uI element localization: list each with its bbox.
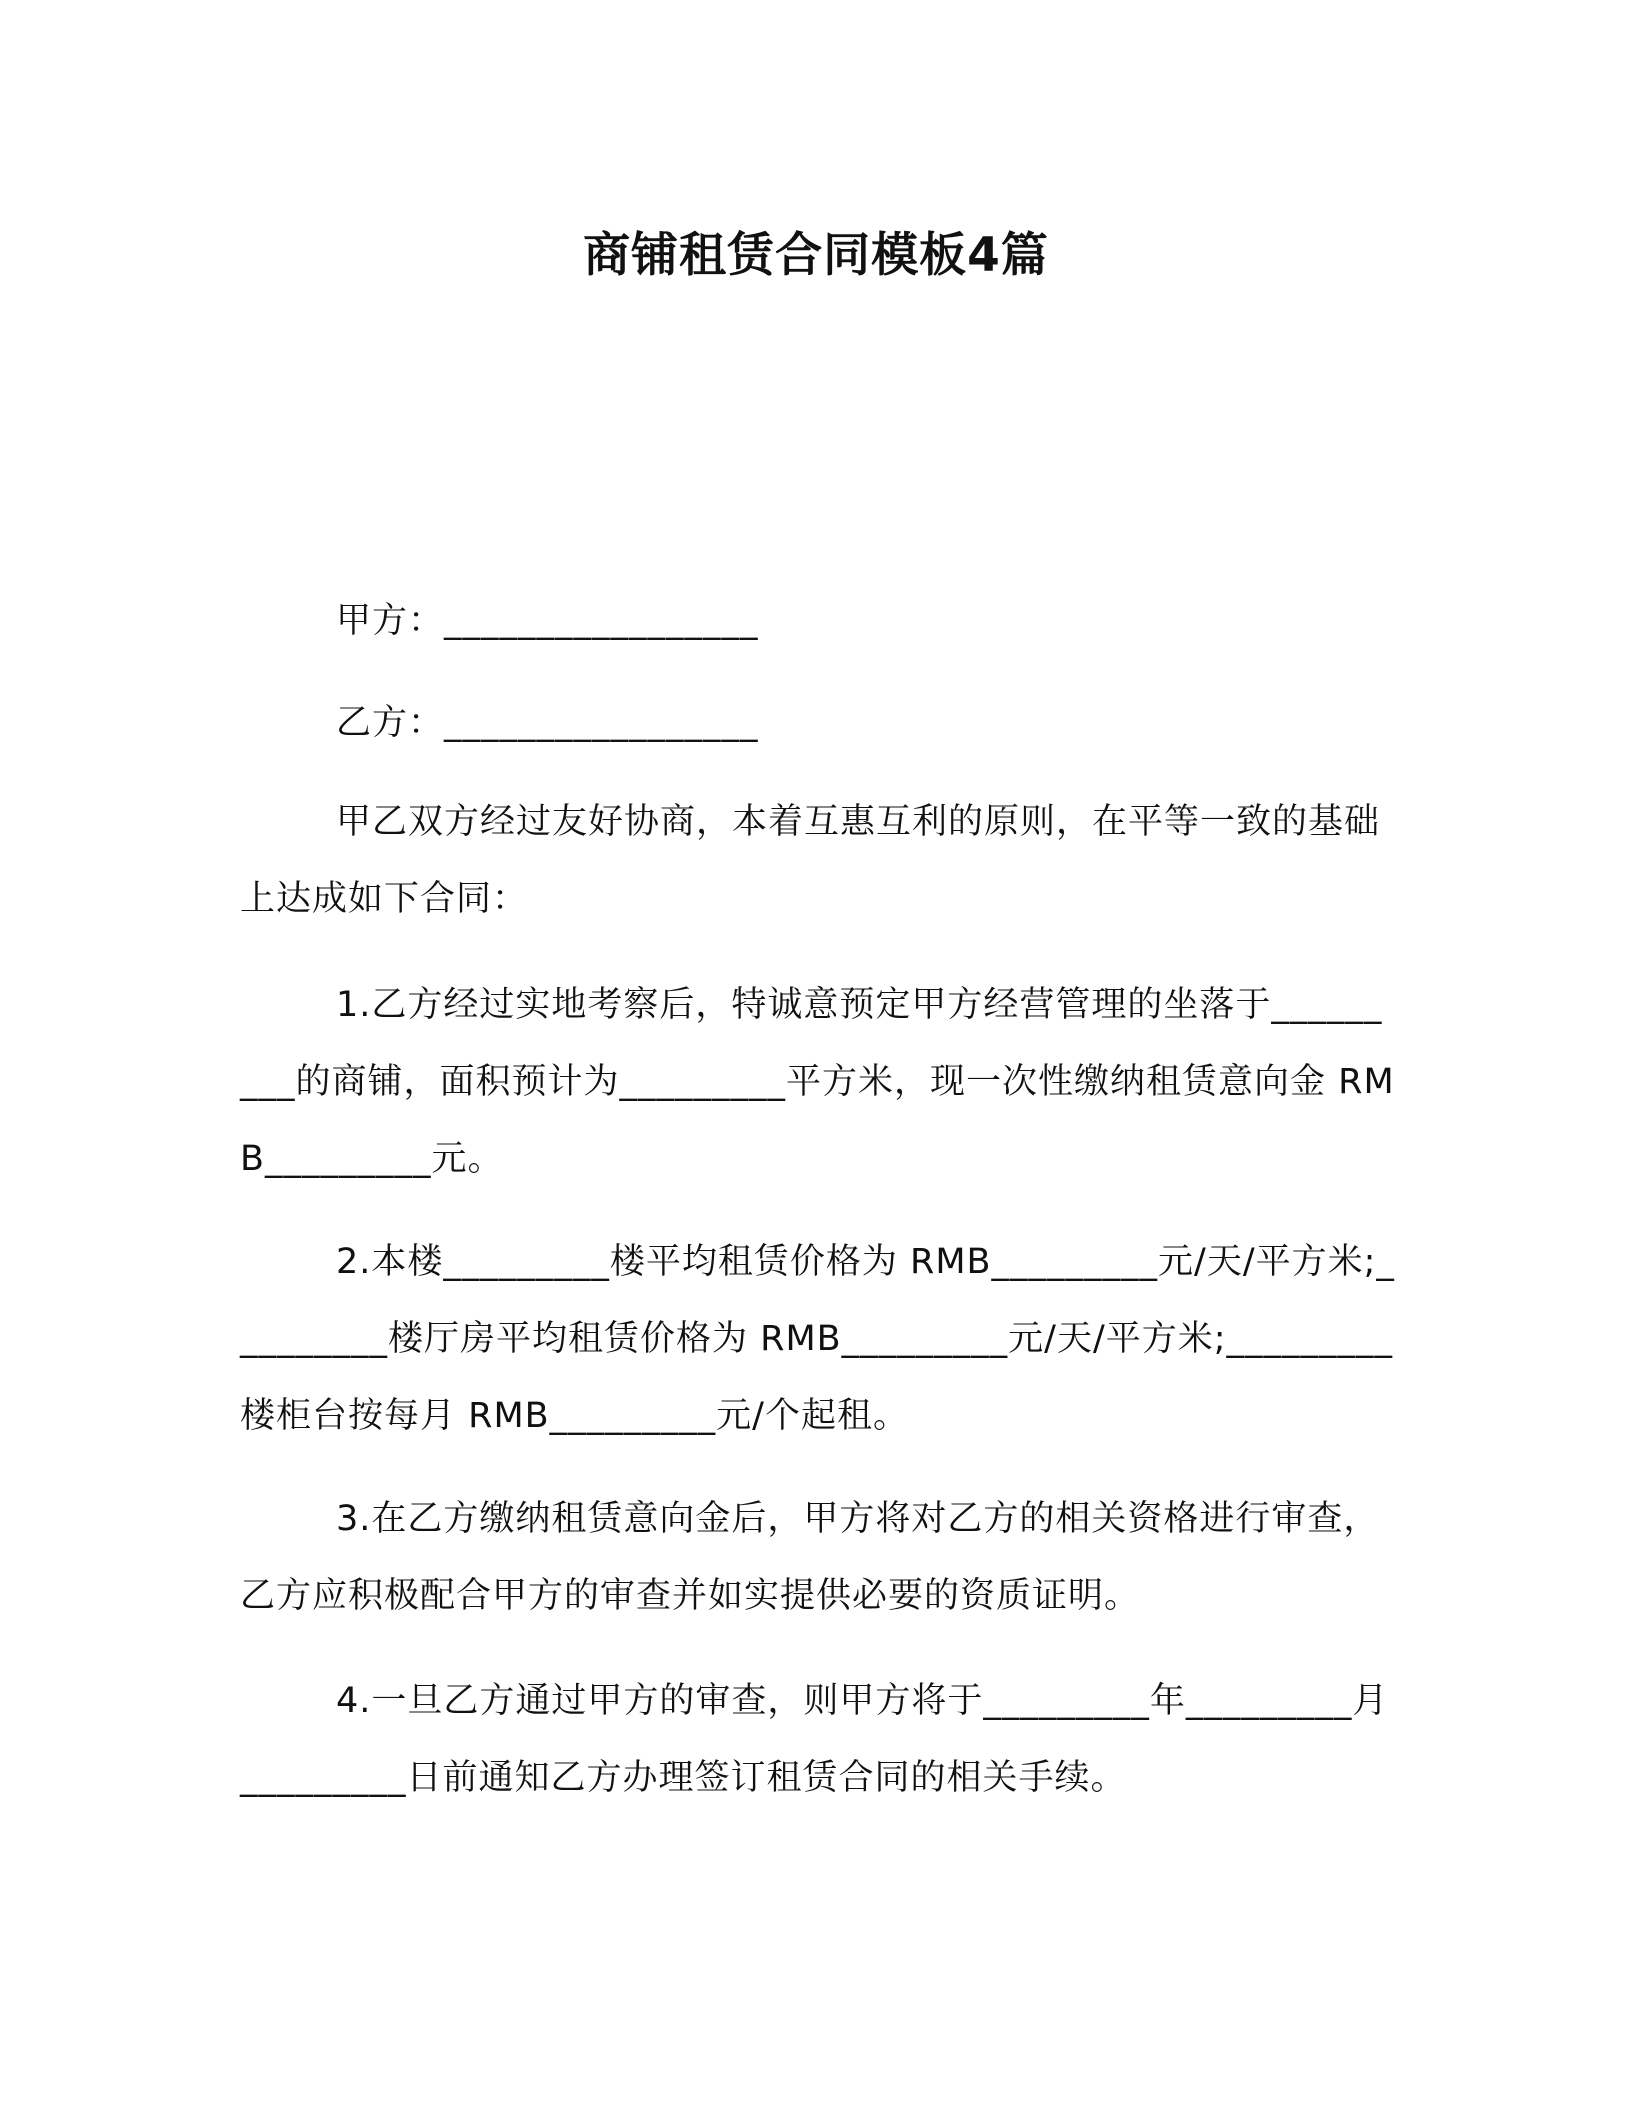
intro-paragraph: 甲乙双方经过友好协商，本着互惠互利的原则，在平等一致的基础上达成如下合同： [240,802,1381,919]
clause-4-block [240,1663,1400,1817]
clause-1-block [240,967,1400,1198]
party-a-line: 甲方：_________________ [336,601,759,641]
intro-paragraph-block [240,784,1400,938]
document-title: 商铺租赁合同模板4篇 [583,228,1049,283]
party-b-line: 乙方：_________________ [336,703,759,743]
clause-1: 1.乙方经过实地考察后，特诚意预定甲方经营管理的坐落于_________的商铺，面积预计为_________平方米，现一次性缴纳租赁意向金 RMB_________元。 [240,985,1395,1179]
clause-2: 2.本楼_________楼平均租赁价格为 RMB_________元/天/平方米;_________楼厅房平均租赁价格为 RMB_________元/天/平方米;_________楼柜台按每月 RMB_________元/个起租。 [240,1242,1395,1436]
clause-3: 3.在乙方缴纳租赁意向金后，甲方将对乙方的相关资格进行审查，乙方应积极配合甲方的审查并如实提供必要的资质证明。 [240,1499,1380,1616]
clause-3-block [240,1481,1400,1635]
clause-4: 4.一旦乙方通过甲方的审查，则甲方将于_________年_________月_________日前通知乙方办理签订租赁合同的相关手续。 [240,1681,1389,1798]
clause-2-block [240,1224,1400,1455]
